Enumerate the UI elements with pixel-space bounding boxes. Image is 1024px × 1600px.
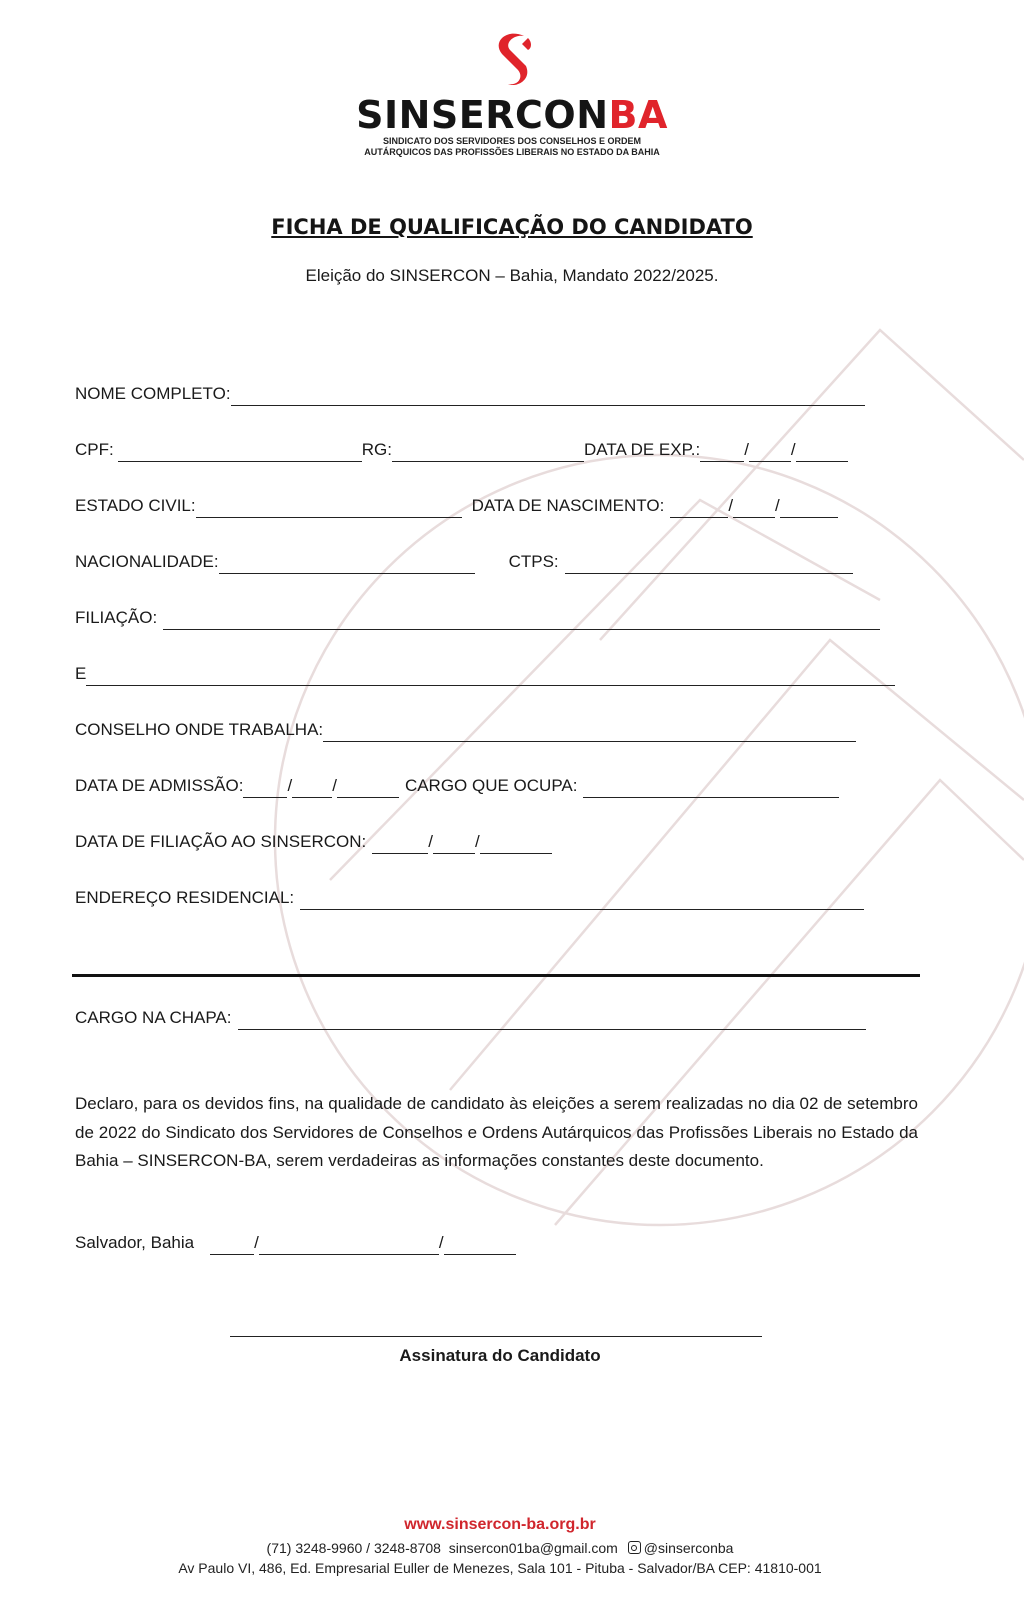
data-nascimento-year[interactable] bbox=[780, 499, 838, 518]
cpf-label: CPF: bbox=[75, 440, 114, 459]
data-filiacao-month[interactable] bbox=[433, 835, 475, 854]
sign-day-input[interactable] bbox=[210, 1236, 254, 1255]
tagline-line1: SINDICATO DOS SERVIDORES DOS CONSELHOS E ORDEM bbox=[382, 136, 642, 146]
tagline-line2: AUTÁRQUICOS DAS PROFISSÕES LIBERAIS NO ESTADO DA BAHIA bbox=[364, 147, 660, 157]
conselho-input[interactable] bbox=[323, 723, 856, 742]
data-exp-year[interactable] bbox=[796, 443, 848, 462]
filiacao-input[interactable] bbox=[163, 611, 880, 630]
row-docs: CPF: RG: DATA DE EXP.: / / bbox=[75, 440, 848, 462]
place-label: Salvador, Bahia bbox=[75, 1233, 195, 1252]
cargo-ocupa-label: CARGO QUE OCUPA: bbox=[404, 776, 578, 795]
row-filiacao-sinsercon: DATA DE FILIAÇÃO AO SINSERCON: / / bbox=[75, 832, 552, 854]
footer-contact bbox=[0, 1540, 1000, 1556]
cargo-chapa-label: CARGO NA CHAPA: bbox=[75, 1008, 232, 1027]
row-conselho bbox=[75, 720, 856, 742]
nacionalidade-label: NACIONALIDADE: bbox=[75, 552, 219, 571]
filiacao-e-input[interactable] bbox=[86, 667, 895, 686]
s-swoosh-logo-icon bbox=[488, 30, 536, 92]
row-nome bbox=[75, 384, 865, 406]
row-filiacao bbox=[75, 608, 880, 630]
sign-month-input[interactable] bbox=[259, 1236, 439, 1255]
data-filiacao-label: DATA DE FILIAÇÃO AO SINSERCON: bbox=[75, 832, 367, 851]
signature-line[interactable] bbox=[230, 1336, 762, 1337]
row-endereco bbox=[75, 888, 864, 910]
nome-input[interactable] bbox=[231, 387, 865, 406]
data-nascimento-month[interactable] bbox=[733, 499, 775, 518]
brand-primary: SINSERCON bbox=[356, 93, 609, 137]
data-admissao-label: DATA DE ADMISSÃO: bbox=[75, 776, 244, 795]
footer-email[interactable]: sinsercon01ba@gmail.com bbox=[448, 1540, 618, 1556]
data-nascimento-label: DATA DE NASCIMENTO: bbox=[471, 496, 665, 515]
data-exp-label: DATA DE EXP.: bbox=[583, 440, 701, 459]
data-exp-day[interactable] bbox=[700, 443, 744, 462]
brand-accent: BA bbox=[608, 93, 668, 137]
filiacao-label: FILIAÇÃO: bbox=[75, 608, 158, 627]
signature-label: Assinatura do Candidato bbox=[399, 1346, 601, 1365]
estado-civil-input[interactable] bbox=[196, 499, 462, 518]
data-exp-month[interactable] bbox=[749, 443, 791, 462]
data-nascimento-day[interactable] bbox=[670, 499, 728, 518]
footer-website[interactable]: www.sinsercon-ba.org.br bbox=[404, 1516, 596, 1533]
date-separator-2: / bbox=[438, 1233, 444, 1252]
estado-civil-label: ESTADO CIVIL: bbox=[75, 496, 196, 515]
footer-phones: (71) 3248-9960 / 3248-8708 bbox=[266, 1540, 441, 1556]
data-admissao-year[interactable] bbox=[337, 779, 399, 798]
row-filiacao-e bbox=[75, 664, 895, 686]
nome-label: NOME COMPLETO: bbox=[75, 384, 231, 403]
rg-label: RG: bbox=[361, 440, 392, 459]
sign-year-input[interactable] bbox=[444, 1236, 516, 1255]
date-separator-1: / bbox=[254, 1233, 259, 1252]
footer-instagram[interactable]: @sinserconba bbox=[643, 1540, 734, 1556]
section-divider bbox=[72, 974, 920, 977]
endereco-input[interactable] bbox=[300, 891, 864, 910]
brand-name bbox=[0, 94, 1024, 136]
filiacao-e-label: E bbox=[75, 664, 87, 683]
row-civil: ESTADO CIVIL: DATA DE NASCIMENTO: / / bbox=[75, 496, 838, 518]
header-logo bbox=[0, 30, 1024, 158]
endereco-label: ENDEREÇO RESIDENCIAL: bbox=[75, 888, 295, 907]
cargo-chapa-input[interactable] bbox=[238, 1011, 866, 1030]
row-nacionalidade bbox=[75, 552, 853, 574]
cargo-ocupa-input[interactable] bbox=[583, 779, 839, 798]
ctps-input[interactable] bbox=[565, 555, 853, 574]
row-cargo-chapa bbox=[75, 1008, 866, 1030]
data-filiacao-year[interactable] bbox=[480, 835, 552, 854]
ctps-label: CTPS: bbox=[508, 552, 559, 571]
page-title: FICHA DE QUALIFICAÇÃO DO CANDIDATO bbox=[271, 215, 753, 239]
data-filiacao-day[interactable] bbox=[372, 835, 428, 854]
declaration-text: Declaro, para os devidos fins, na qualidade de candidato às eleições a serem realizadas no dia 02 de setembro de 2022 do Sindicato dos Servidores de Conselhos e Ordens Autárquicos das Profissões Liberais no Estado da Bahia – SINSERCON-BA, serem verdadeiras as informações constantes deste documento. bbox=[75, 1094, 918, 1170]
conselho-label: CONSELHO ONDE TRABALHA: bbox=[75, 720, 324, 739]
nacionalidade-input[interactable] bbox=[219, 555, 475, 574]
rg-input[interactable] bbox=[392, 443, 584, 462]
data-admissao-day[interactable] bbox=[243, 779, 287, 798]
data-admissao-month[interactable] bbox=[292, 779, 332, 798]
instagram-icon bbox=[628, 1541, 641, 1554]
page-subtitle: Eleição do SINSERCON – Bahia, Mandato 2022/2025. bbox=[305, 266, 719, 285]
row-place-date bbox=[75, 1233, 516, 1255]
footer-address: Av Paulo VI, 486, Ed. Empresarial Euller de Menezes, Sala 101 - Pituba - Salvador/BA CEP: 41810-001 bbox=[178, 1560, 822, 1576]
row-admissao: DATA DE ADMISSÃO: / / CARGO QUE OCUPA: bbox=[75, 776, 839, 798]
cpf-input[interactable] bbox=[118, 443, 362, 462]
